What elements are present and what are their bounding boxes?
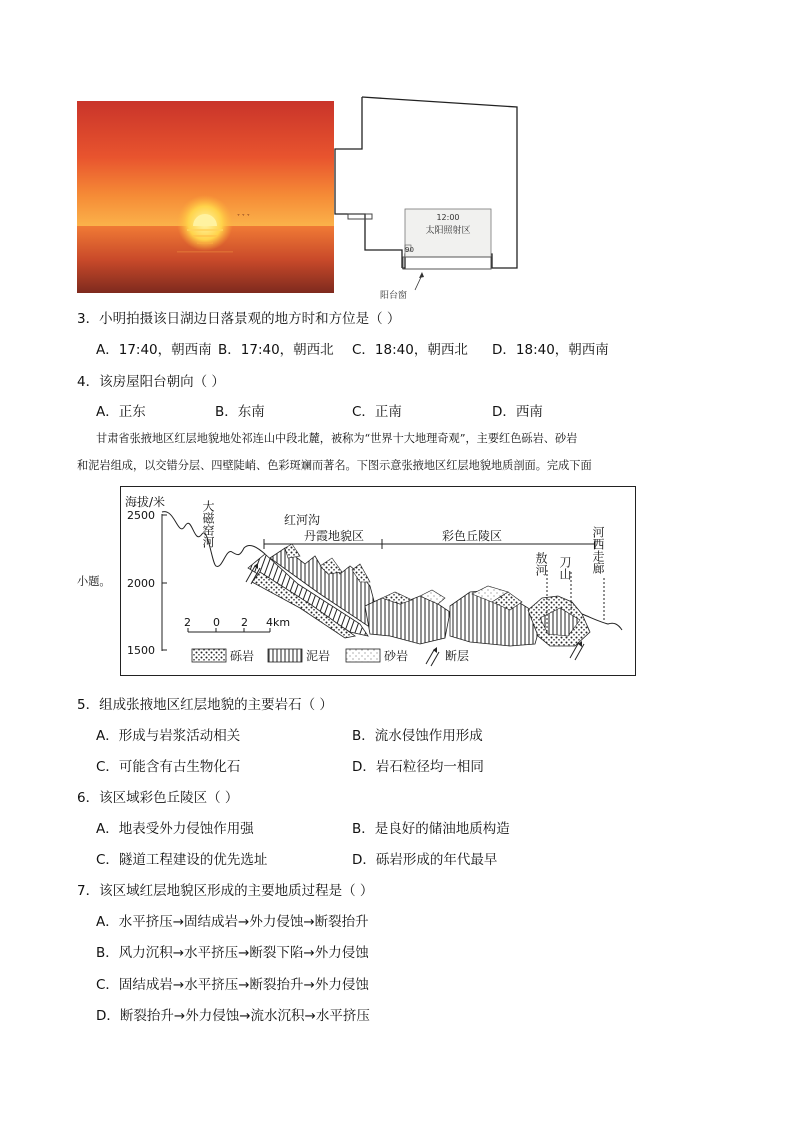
q4-option-b[interactable]: B．东南 [215,404,265,420]
balcony-window-label: 阳台窗 [380,291,408,301]
q5-option-c[interactable]: C．可能含有古生物化石 [96,759,241,775]
q3-option-a[interactable]: A．17:40，朝西南 [96,342,212,358]
q6-option-a[interactable]: A．地表受外力侵蚀作用强 [96,821,254,837]
angle-label: 90 [405,246,414,254]
daoshan-label: 刀山 [558,556,572,580]
question-4-stem: 4．该房屋阳台朝向（ ） [77,374,225,390]
q4-option-c[interactable]: C．正南 [352,404,402,420]
scale-label-4km: 4km [266,616,291,629]
hexi-corridor-label: 河西走廊 [591,526,605,574]
time-label: 12:00 [436,213,460,222]
q7-option-a[interactable]: A．水平挤压→固结成岩→外力侵蚀→断裂抬升 [96,914,369,930]
legend-sandstone: 砂岩 [384,649,409,663]
danxia-region-label: 丹霞地貌区 [304,529,365,543]
question-7-stem: 7．该区域红层地貌区形成的主要地质过程是（ ） [77,883,374,899]
floor-plan-diagram [330,92,520,304]
y-axis-label: 海拔/米 [125,495,166,509]
q6-option-b[interactable]: B．是良好的储油地质构造 [352,821,510,837]
q7-option-c[interactable]: C．固结成岩→水平挤压→断裂抬升→外力侵蚀 [96,977,369,993]
question-3-stem: 3．小明拍摄该日湖边日落景观的地方时和方位是（ ） [77,311,401,327]
q6-option-c[interactable]: C．隧道工程建设的优先选址 [96,852,268,868]
y-tick-1500: 1500 [127,644,155,657]
q3-option-c[interactable]: C．18:40，朝西北 [352,342,468,358]
q7-option-b[interactable]: B．风力沉积→水平挤压→断裂下陷→外力侵蚀 [96,945,369,961]
q5-option-b[interactable]: B．流水侵蚀作用形成 [352,728,483,744]
sunset-image [77,101,334,293]
y-tick-2500: 2500 [127,509,155,522]
dacigou-river-label: 大磁窑河 [201,500,215,548]
honghe-gully-label: 红河沟 [284,513,321,527]
passage-line-3: 小题。 [77,575,111,588]
y-tick-2000: 2000 [127,577,155,590]
geological-profile-diagram [120,486,636,676]
legend-mudstone: 泥岩 [306,649,331,663]
scale-label-0: 0 [213,616,220,629]
aohe-river-label: 敖河 [534,552,548,576]
q4-option-d[interactable]: D．西南 [492,404,543,420]
passage-line-1: 甘肃省张掖地区红层地貌地处祁连山中段北麓，被称为“世界十大地理奇观”，主要红色砾岩、砂岩 [96,432,578,445]
svg-text:˅ ˅ ˅: ˅ ˅ ˅ [237,214,250,221]
question-6-stem: 6．该区域彩色丘陵区（ ） [77,790,239,806]
q7-option-d[interactable]: D．断裂抬升→外力侵蚀→流水沉积→水平挤压 [96,1008,370,1024]
q6-option-d[interactable]: D．砾岩形成的年代最早 [352,852,498,868]
sun-area-label: 太阳照射区 [425,226,471,236]
q5-option-a[interactable]: A．形成与岩浆活动相关 [96,728,241,744]
legend-conglomerate: 砾岩 [230,649,255,663]
q3-option-d[interactable]: D．18:40，朝西南 [492,342,609,358]
scale-label-2b: 2 [241,616,248,629]
question-5-stem: 5．组成张掖地区红层地貌的主要岩石（ ） [77,697,333,713]
q5-option-d[interactable]: D．岩石粒径均一相同 [352,759,484,775]
colorful-hills-label: 彩色丘陵区 [442,529,503,543]
q4-option-a[interactable]: A．正东 [96,404,146,420]
q3-option-b[interactable]: B．17:40，朝西北 [218,342,334,358]
legend-fault: 断层 [445,649,470,663]
sunset-photo [77,101,334,293]
scale-label-2a: 2 [184,616,191,629]
passage-line-2: 和泥岩组成，以交错分层、四壁陡峭、色彩斑斓而著名。下图示意张掖地区红层地貌地质剖面。完成下面 [77,459,592,472]
